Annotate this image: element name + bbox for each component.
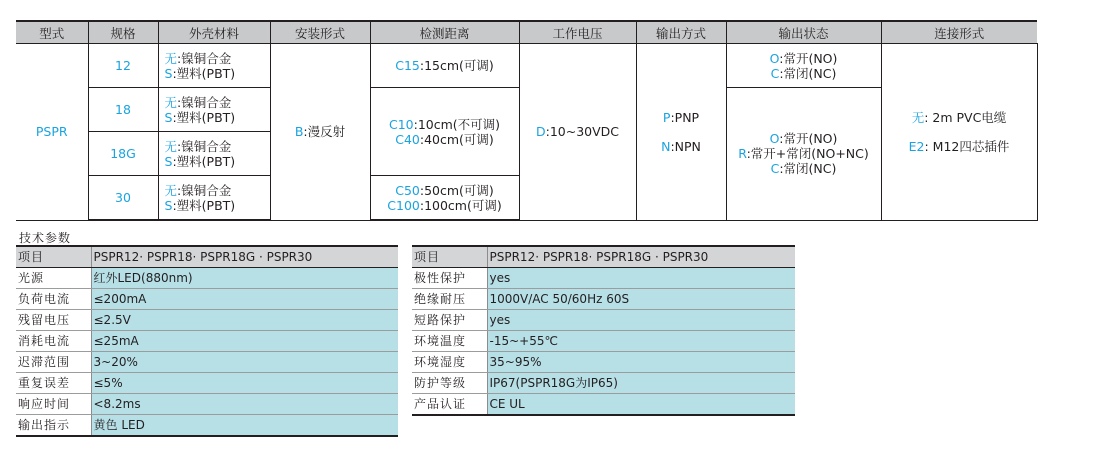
tech-param-value: ≤25mA (91, 331, 398, 352)
tech-param-value: 黄色 LED (91, 415, 398, 437)
material-cell (158, 88, 270, 132)
tech-param-value: 红外LED(880nm) (91, 268, 398, 289)
connection-value: : M12四芯插件 (924, 138, 1010, 154)
tech-param-name: 响应时间 (16, 394, 91, 415)
distance-cell (370, 44, 519, 88)
tech-param-name: 极性保护 (412, 268, 487, 289)
tech-row (16, 415, 398, 437)
tech-header-models: PSPR12· PSPR18· PSPR18G · PSPR30 (487, 246, 795, 268)
tech-params-table-left (16, 245, 398, 437)
distance-key: C40 (395, 131, 420, 147)
output-state-value: :常闭(NC) (779, 161, 837, 177)
tech-row (412, 289, 795, 310)
tech-param-name: 产品认证 (412, 394, 487, 416)
header-connection: 连接形式 (881, 21, 1037, 44)
tech-param-value: 35~95% (487, 352, 795, 373)
material-cell (158, 176, 270, 221)
spec-cell: 18 (88, 88, 158, 132)
tech-param-value: IP67(PSPR18G为IP65) (487, 373, 795, 394)
tech-params-table-right (412, 245, 795, 416)
mount-cell (270, 44, 370, 221)
tech-row (412, 268, 795, 289)
header-distance: 检测距离 (370, 21, 519, 44)
spec-cell: 12 (88, 44, 158, 88)
material-value: :镍铜合金 (177, 94, 232, 110)
spec-cell: 30 (88, 176, 158, 221)
output-mode-value: :NPN (670, 138, 701, 154)
tech-param-value: ≤200mA (91, 289, 398, 310)
output-state-key: R (738, 146, 747, 162)
mount-value: :漫反射 (303, 124, 346, 140)
tech-param-name: 短路保护 (412, 310, 487, 331)
tech-param-name: 输出指示 (16, 415, 91, 437)
tech-param-value: -15~+55℃ (487, 331, 795, 352)
connection-cell (881, 44, 1037, 221)
material-cell (158, 132, 270, 176)
tech-row (412, 310, 795, 331)
tech-param-name: 消耗电流 (16, 331, 91, 352)
tech-row (16, 289, 398, 310)
output-mode-cell (636, 44, 726, 221)
tech-param-name: 环境温度 (412, 331, 487, 352)
tech-header-item: 项目 (412, 246, 487, 268)
output-state-value: :常闭(NC) (779, 65, 837, 81)
tech-row (16, 268, 398, 289)
material-key: 无 (164, 182, 178, 198)
material-value: :镍铜合金 (177, 50, 232, 66)
material-cell (158, 44, 270, 88)
output-state-value: :常开(NO) (779, 50, 838, 66)
header-spec: 规格 (88, 21, 158, 44)
material-value: :塑料(PBT) (172, 65, 236, 81)
header-output-mode: 输出方式 (636, 21, 726, 44)
tech-params-title: 技术参数 (19, 231, 72, 245)
header-material: 外壳材料 (158, 21, 270, 44)
distance-value: :50cm(可调) (419, 182, 494, 198)
header-output-state: 输出状态 (726, 21, 881, 44)
material-value: :塑料(PBT) (172, 109, 236, 125)
connection-key: E2 (908, 138, 925, 154)
output-state-cell (726, 88, 881, 221)
tech-row (412, 373, 795, 394)
tech-param-value: ≤2.5V (91, 310, 398, 331)
tech-param-value: yes (487, 268, 795, 289)
tech-row (16, 331, 398, 352)
tech-param-value: yes (487, 310, 795, 331)
distance-value: :40cm(可调) (419, 131, 494, 147)
material-key: 无 (164, 94, 178, 110)
material-value: :镍铜合金 (177, 182, 232, 198)
material-key: 无 (164, 138, 178, 154)
tech-row (16, 394, 398, 415)
output-state-value: :常开(NO) (779, 131, 838, 147)
connection-key: 无 (911, 109, 925, 125)
distance-key: C10 (388, 116, 414, 132)
distance-cell (370, 176, 519, 221)
output-state-key: O (769, 50, 780, 66)
header-model: 型式 (16, 21, 88, 44)
output-state-value: :常开+常闭(NO+NC) (746, 146, 869, 162)
header-voltage: 工作电压 (519, 21, 636, 44)
distance-key: C15 (395, 58, 420, 73)
output-state-key: C (770, 65, 780, 81)
model-cell: PSPR (16, 44, 88, 221)
distance-cell (370, 88, 519, 176)
output-state-key: O (769, 131, 780, 147)
tech-param-name: 负荷电流 (16, 289, 91, 310)
output-mode-key: N (661, 138, 671, 154)
tech-param-name: 光源 (16, 268, 91, 289)
tech-param-value: 3~20% (91, 352, 398, 373)
tech-param-value: 1000V/AC 50/60Hz 60S (487, 289, 795, 310)
table-row (16, 44, 1037, 88)
output-mode-key: P (662, 109, 671, 125)
tech-param-name: 重复误差 (16, 373, 91, 394)
tech-param-name: 迟滞范围 (16, 352, 91, 373)
tech-row (16, 310, 398, 331)
selection-table (16, 20, 1038, 221)
material-value: :塑料(PBT) (172, 197, 236, 213)
material-key: S (164, 197, 173, 213)
distance-key: C50 (395, 182, 420, 198)
material-key: 无 (164, 50, 178, 66)
distance-value: :100cm(可调) (419, 197, 502, 213)
material-value: :塑料(PBT) (172, 153, 236, 169)
tech-row (412, 394, 795, 416)
tech-header-row (16, 246, 398, 268)
tech-header-models: PSPR12· PSPR18· PSPR18G · PSPR30 (91, 246, 398, 268)
tech-param-name: 绝缘耐压 (412, 289, 487, 310)
distance-value: :15cm(可调) (419, 58, 494, 73)
voltage-value: :10~30VDC (545, 124, 620, 140)
material-value: :镍铜合金 (177, 138, 232, 154)
material-key: S (164, 65, 173, 81)
tech-row (16, 373, 398, 394)
tech-header-row (412, 246, 795, 268)
spec-cell: 18G (88, 132, 158, 176)
tech-param-name: 防护等级 (412, 373, 487, 394)
output-state-key: C (770, 161, 780, 177)
distance-value: :10cm(不可调) (413, 116, 501, 132)
tech-param-value: <8.2ms (91, 394, 398, 415)
tech-param-name: 环境湿度 (412, 352, 487, 373)
tech-row (412, 331, 795, 352)
material-key: S (164, 153, 173, 169)
header-mount: 安装形式 (270, 21, 370, 44)
distance-key: C100 (387, 197, 420, 213)
output-state-cell (726, 44, 881, 88)
tech-header-item: 项目 (16, 246, 91, 268)
material-key: S (164, 109, 173, 125)
voltage-key: D (535, 124, 546, 140)
tech-param-value: ≤5% (91, 373, 398, 394)
tech-param-value: CE UL (487, 394, 795, 416)
tech-row (412, 352, 795, 373)
tech-param-name: 残留电压 (16, 310, 91, 331)
connection-value: : 2m PVC电缆 (924, 109, 1007, 125)
voltage-cell (519, 44, 636, 221)
output-mode-value: :PNP (670, 109, 700, 125)
mount-key: B (294, 124, 304, 140)
header-row (16, 21, 1037, 44)
tech-row (16, 352, 398, 373)
